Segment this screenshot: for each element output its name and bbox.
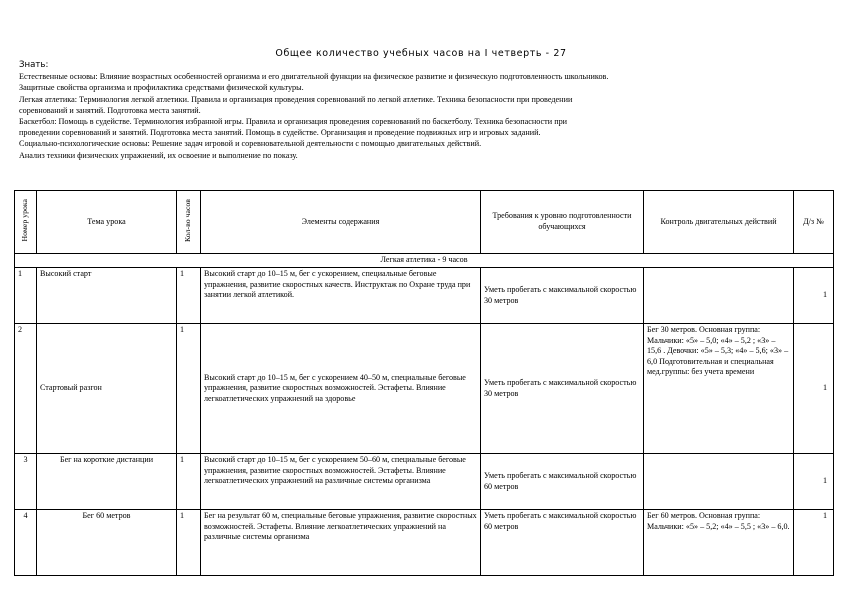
intro-line: Знать: <box>19 60 49 70</box>
lesson-content: Высокий старт до 10–15 м, бег с ускорением, специальные беговые упражнения, развитие скоростных качеств. Инструктаж по Охране труда при занятии легкой атлетикой. <box>201 268 481 324</box>
lesson-homework: 1 <box>794 324 834 454</box>
lesson-plan-table <box>14 190 834 576</box>
intro-line: Защитные свойства организма и профилактика средствами физической культуры. <box>19 83 304 93</box>
lesson-control <box>644 268 794 324</box>
lesson-hours: 1 <box>177 268 201 324</box>
lesson-requirements: Уметь пробегать с максимальной скоростью 30 метров <box>481 268 644 324</box>
intro-line: Естественные основы: Влияние возрастных особенностей организма и его двигательной функции на физическое развитие и физическую подготовленность школьников. <box>19 72 609 82</box>
lesson-homework: 1 <box>794 454 834 510</box>
lesson-control: Бег 60 метров. Основная группа: Мальчики: «5» – 5,2; «4» – 5,5 ; «3» – 6,0. <box>644 510 794 576</box>
intro-block <box>19 60 824 161</box>
lesson-number: 1 <box>15 268 37 324</box>
lesson-hours: 1 <box>177 510 201 576</box>
table-row <box>15 510 834 576</box>
header-control: Контроль двигательных действий <box>644 191 794 254</box>
lesson-topic: Бег 60 метров <box>37 510 177 576</box>
lesson-hours: 1 <box>177 454 201 510</box>
lesson-homework: 1 <box>794 268 834 324</box>
lesson-control: Бег 30 метров. Основная группа: Мальчики: «5» – 5,0; «4» – 5,2 ; «3» – 15,6 . Девочки: «5» – 5,3; «4» – 5,6; «3» – 6,0 Подготовительная и специальная мед.группы: без учета времени <box>644 324 794 454</box>
intro-line: Социально-психологические основы: Решение задач игровой и соревновательной деятельности с помощью двигательных действий. <box>19 139 482 149</box>
lesson-content: Высокий старт до 10–15 м, бег с ускорением 40–50 м, специальные беговые упражнения, развитие скоростных возможностей. Эстафеты. Влияние легкоатлетических упражнений на здоровье <box>201 324 481 454</box>
lesson-control <box>644 454 794 510</box>
header-lesson-number: Номер урока <box>15 191 37 254</box>
lesson-content: Высокий старт до 10–15 м, бег с ускорением 50–60 м, специальные беговые упражнения, развитие скоростных возможностей. Эстафеты. Влияние легкоатлетических упражнений на различные системы организма <box>201 454 481 510</box>
lesson-number: 2 <box>15 324 37 454</box>
lesson-content: Бег на результат 60 м, специальные беговые упражнения, развитие скоростных возможностей. Эстафеты. Влияние легкоатлетических упражнений на различные системы организма <box>201 510 481 576</box>
lesson-topic: Высокий старт <box>37 268 177 324</box>
table-row <box>15 324 834 454</box>
header-hours: Кол-во часов <box>177 191 201 254</box>
lesson-number: 4 <box>15 510 37 576</box>
lesson-requirements: Уметь пробегать с максимальной скоростью 60 метров <box>481 454 644 510</box>
intro-line: проведении соревнований и занятий. Подготовка места занятий. Помощь в судействе. Организация и проведение подвижных игр и игровых заданий. <box>19 128 541 138</box>
table-row <box>15 454 834 510</box>
header-homework: Д/з № <box>794 191 834 254</box>
lesson-topic: Бег на короткие дистанции <box>37 454 177 510</box>
lesson-homework: 1 <box>794 510 834 576</box>
header-requirements: Требования к уровню подготовленности обучающихся <box>481 191 644 254</box>
intro-line: соревнований и занятий. Подготовка места занятий. <box>19 105 201 115</box>
header-topic: Тема урока <box>37 191 177 254</box>
lesson-requirements: Уметь пробегать с максимальной скоростью 60 метров <box>481 510 644 576</box>
intro-line: Легкая атлетика: Терминология легкой атлетики. Правила и организация проведения соревнований по легкой атлетике. Техника безопасности при проведении <box>19 94 573 104</box>
table-row <box>15 268 834 324</box>
lesson-requirements: Уметь пробегать с максимальной скоростью 30 метров <box>481 324 644 454</box>
table-header-row <box>15 191 834 254</box>
intro-line: Анализ техники физических упражнений, их освоение и выполнение по показу. <box>19 150 298 160</box>
lesson-topic: Стартовый разгон <box>37 324 177 454</box>
page-title: Общее количество учебных часов на I четверть - 27 <box>275 48 567 59</box>
intro-line: Баскетбол: Помощь в судействе. Терминология избранной игры. Правила и организация проведения соревнований по баскетболу. Техника безопасности при <box>19 117 568 127</box>
header-content: Элементы содержания <box>201 191 481 254</box>
section-title: Легкая атлетика - 9 часов <box>15 254 834 268</box>
lesson-hours: 1 <box>177 324 201 454</box>
lesson-number: 3 <box>15 454 37 510</box>
section-row <box>15 254 834 268</box>
